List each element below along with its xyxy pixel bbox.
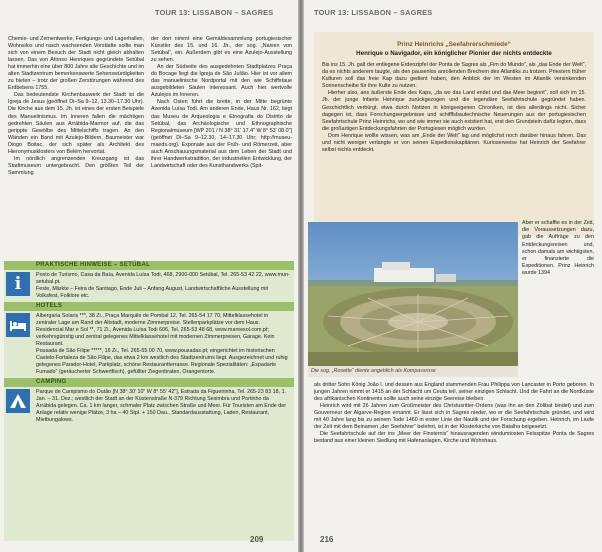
- history-sidebar: [314, 32, 594, 236]
- hotel-item: Residencial Mar e Sol **, 71 Zi., Avenida Luísa Todi 606, Tel. 265-53 48 68, www.mareesol.com.pt; verkehrsgünstig und zentral gelegenes Mittelklassehotel mit modernen Zimmerpreisen, Garage. Kein Restaurant.: [36, 327, 275, 347]
- left-column-1: [8, 36, 144, 177]
- bed-icon: [6, 313, 30, 337]
- paragraph: der dort nimmt eine Gemäldesammlung portugiesischer Künstler des 15. und 16. Jh., der sog. „Naiven von Setúbal“, ein. Außerdem gibt es eine Azulejo-Ausstellung zu sehen.: [151, 36, 292, 64]
- page-number-left: 209: [250, 535, 264, 544]
- section-header: CAMPING: [4, 378, 294, 387]
- left-column-2: [151, 36, 292, 170]
- paragraph: Im nördlich angrenzenden Kreuzgang ist das Stadtmuseum untergebracht. Den größten Teil der Sammlung: [8, 155, 144, 176]
- hotels-section: [4, 302, 294, 378]
- camping-item: Parque de Campismo do Outão [N 38° 30' 10" W 8° 55' 42"], Estrada da Figueirinha, Tel. 265-23 83 18, 1. Jan. – 31. Dez.; westlich der Stadt an der Küstenstraße N-379 Richtung Sesimbra und Portinho da Arrábida gelegen. Ca. 1 km langer, schmaler Platz zwischen Straße und Meer. Für Touristen am Ende der Anlage relativ wenige Plätze, 3 ha – 40 Stpl. + 150 Dau., Standardausstattung, Laden, Restaurant, Mietbungalows.: [36, 389, 287, 423]
- section-header: HOTELS: [4, 302, 294, 311]
- info-item: Feste, Märkte – Feira de Santiago, Ende Juli – Anfang August, Landwirtschaftliche Ausstellung mit Volksfest, Folklore etc.: [36, 286, 268, 299]
- paragraph: Dom Henrique wollte wissen, was am „Ende der Welt“ lag und möglichst noch darüber hinaus fahren. Das und nicht weniger verlangte er von seinen Expedionskapitänen. Kurioserweise hat Heinrich der Seefahrer selbst nichts entdeckt.: [322, 132, 586, 154]
- paragraph: Bis ins 15. Jh. galt der entlegene Erdenzipfel der Ponta de Sagres als „Fim do Mundo“, als „das Ende der Welt“, da es nichts anderem taugte, als den pausenlos anrollenden Brechern des Atlantiks zu trotzen. Priestern früher Kulturen soll das freie Kap dazu gedient haben, den Anblick der im Westen im Atlantik versinkenden Sonnenscheibe für ihre Kulte zu nutzen.: [322, 62, 586, 90]
- wrap-text-column: [522, 220, 594, 278]
- section-header: PRAKTISCHE HINWEISE – SETÚBAL: [4, 261, 294, 270]
- hotel-item: Pousada de São Filipe *****, 16 Zi., Tel. 265-55 00 70, www.pousadas.pt; eingerichtet im historischen Castelo-Fortaleza de São Filipe, das etwa 2 km westlich des Stadtzentrums liegt. Ausgezeichnet und ruhig gelegenes Parador-Hotel, Parkplatz, schöne Restaurantterrasse. Regionale Spezialitäten: „Espadarte Fumado“ (geräucherter Schwertfisch), gefüllter Ziegenbraten, Orangentorte.: [36, 348, 288, 375]
- info-icon: i: [6, 272, 30, 296]
- paragraph: An der Südseite des ausgedehnten Stadtplatzes Praça do Bocage liegt die Igreja de São Julião. Hier ist vor allem das manuelinische Nordportal mit den wie Schiffstaue ausgebildeten Säulen interessant. Auch hier wertvolle Azulejos im Inneren.: [151, 64, 292, 99]
- practical-section: [4, 261, 294, 302]
- right-body-text: [314, 382, 594, 445]
- info-item: Posto de Turismo, Casa da Baía, Avenida Luísa Todi, 468, 2900-000 Setúbal, Tel. 265-53 42 22, www.mun-setubal.pt.: [36, 272, 290, 285]
- tent-icon: [6, 389, 30, 413]
- paragraph: Chemie- und Zementwerke, Fertigungs- und Lagerhallen, Wohnsilos und rasch wachsenden Vorstädte sollte man sich von einem Besuch der Stadt nicht gleich abhalten lassen. Das von Afonso Henriques gegründete Setúbal hat immerhin eine über 800 Jahre alte Geschichte und im alten Stadtzentrum bemerkenswerte Sehenswürdigkeiten zu bieten – trotz der großen Zerstörungen während des Erdbebens 1755.: [8, 36, 144, 92]
- paragraph: Hierher also, ans äußerste Ende des Kaps, „da wo das Land endet und das Meer beginnt“, soll sich im 15. Jh. der junge Infante Henrique zurückgezogen und die legendäre Seefahrtschule gegründet haben. Geschichtlich verbürgt, etwa durch Notizen in königseigenen Chroniken, ist dies allerdings nicht. Sicher dagegen ist, dass Forschungsergebnisse und schifffsbautechnische Neuerungen aus der portugiesischen Seefahrtschule Prinz Heinrichs, wo und wie immer sie auch existiert hat, erst den Grundstein dafür legten, dass die großartigen Entdeckungsfahrten der Portugiesen möglich wurden.: [322, 90, 586, 132]
- sagres-photo: [308, 222, 518, 366]
- running-head-left: TOUR 13: LISSABON – SAGRES: [155, 8, 274, 17]
- paragraph: als dritter Sohn König João I. und dessen aus England stammenden Frau Philippa von Lancaster in Porto geboren. In jungen Jahren nimmt er 1415 an der Schlacht um Ceuta teil, seiner einzigen Schlacht. Und die Fahrt an die Nordküste des afrikanischen Kontinents sollte auch seine einzige Seereise bleiben.: [314, 382, 594, 403]
- running-head-right: TOUR 13: LISSABON – SAGRES: [314, 8, 433, 17]
- sidebar-subtitle: Henrique o Navigador, ein königlicher Pionier der nichts entdeckte: [356, 50, 552, 57]
- paragraph: Nach Osten führt die breite, in der Mitte begrünte Avenida Luísa Todi. Am anderen Ende, Haus Nr. 162, liegt das Museu de Arqueologia e Etnografia do Distrito de Setúbal, das Archäologische und Ethnographische Regionalmuseum [WP 201 / N 38° 31' 17.4" W 8° 53' 08.0"] (geöffnet Di–Sa 9–12.30, 14–17.30 Uhr; http://museu-maeds.org). Exponate aus der Früh- und Römerzeit, aber auch Anschauungsmaterial aus dem Leben der Stadt und ihrer Handwerkstradition, der industriellen Entwicklung, der Landwirtschaft oder des Kunsthandwerks (Spit-: [151, 99, 292, 169]
- sidebar-title: Prinz Heinrichs „Seefahrerschmiede“: [397, 41, 511, 48]
- right-page: [304, 0, 602, 552]
- practical-info-box: [4, 261, 294, 541]
- paragraph: Die Seefahrtschule auf der ins „Meer der Finsternis“ hinausragenden windumtosten Felsspitze Ponta de Sagres bestand aus einer kleinen Siedlung mit Hafenanlagen, Kirche und Wohnhaus.: [314, 431, 594, 445]
- page-number-right: 216: [320, 535, 334, 544]
- paragraph: Heinrich wird mit 26 Jahren zum Großmeister des Christusritter-Ordens (was ihn an den Zölibat bindet) und zum Gouverneur der Algarve-Region ernannt. Er lässt sich in Sagres nieder, wo er die Seefahrtschule gründet, und wird mit 40 Jahre lang bis zu seinem Tode 1460 in erster Linie der Nautik und der Forschung ergeben. Heinrich, im Laufe der Zeit mit dem Beinamen „der Seefahrer“ belehnt, ist in der Klosterkirche von Batalha beigesetzt.: [314, 403, 594, 431]
- paragraph: Das bedeutendste Kirchenbauwerk der Stadt ist die Igreja de Jesus (geöffnet Di–Sa 9–12, 13.30–17.30 Uhr). Die Kirche aus dem 15. Jh. ist eines der ersten Beispiele des Manuelinismus. Im Inneren fallen die mächtigen gedrehten Säulen aus Arrábida-Marmor auf, die das gerippte Gewölbe des Mittelschiffs tragen. An den Wänden ein Band mit Azulejo-Bildern. Baumeister war Diogo Boitac, der sich später als Architekt des Hieronymusklosters von Belém hervortat.: [8, 92, 144, 155]
- left-page: [0, 0, 298, 552]
- hotel-item: Albergaria Solaris ***, 38 Zi., Praça Marquês de Pombal 12, Tel. 265-54 17 70, Mittelklassehotel in zentraler Lage am Rand der Altstadt, moderne Zimmerpreise. Stellenparkplätze vor dem Haus.: [36, 313, 269, 326]
- photo-caption: Die sog. „Rosette“ diente angeblich als Kompassrose: [308, 366, 518, 377]
- camping-section: [4, 378, 294, 426]
- paragraph: Aber er schaffte es in der Zeit, die Voraussetzungen dazu, gab die Aufträge zu den Entdeckungsreisen und, schon damals am wichtigsten, er finanzierte die Expeditionen. Prinz Heinrich wurde 1394: [522, 220, 594, 277]
